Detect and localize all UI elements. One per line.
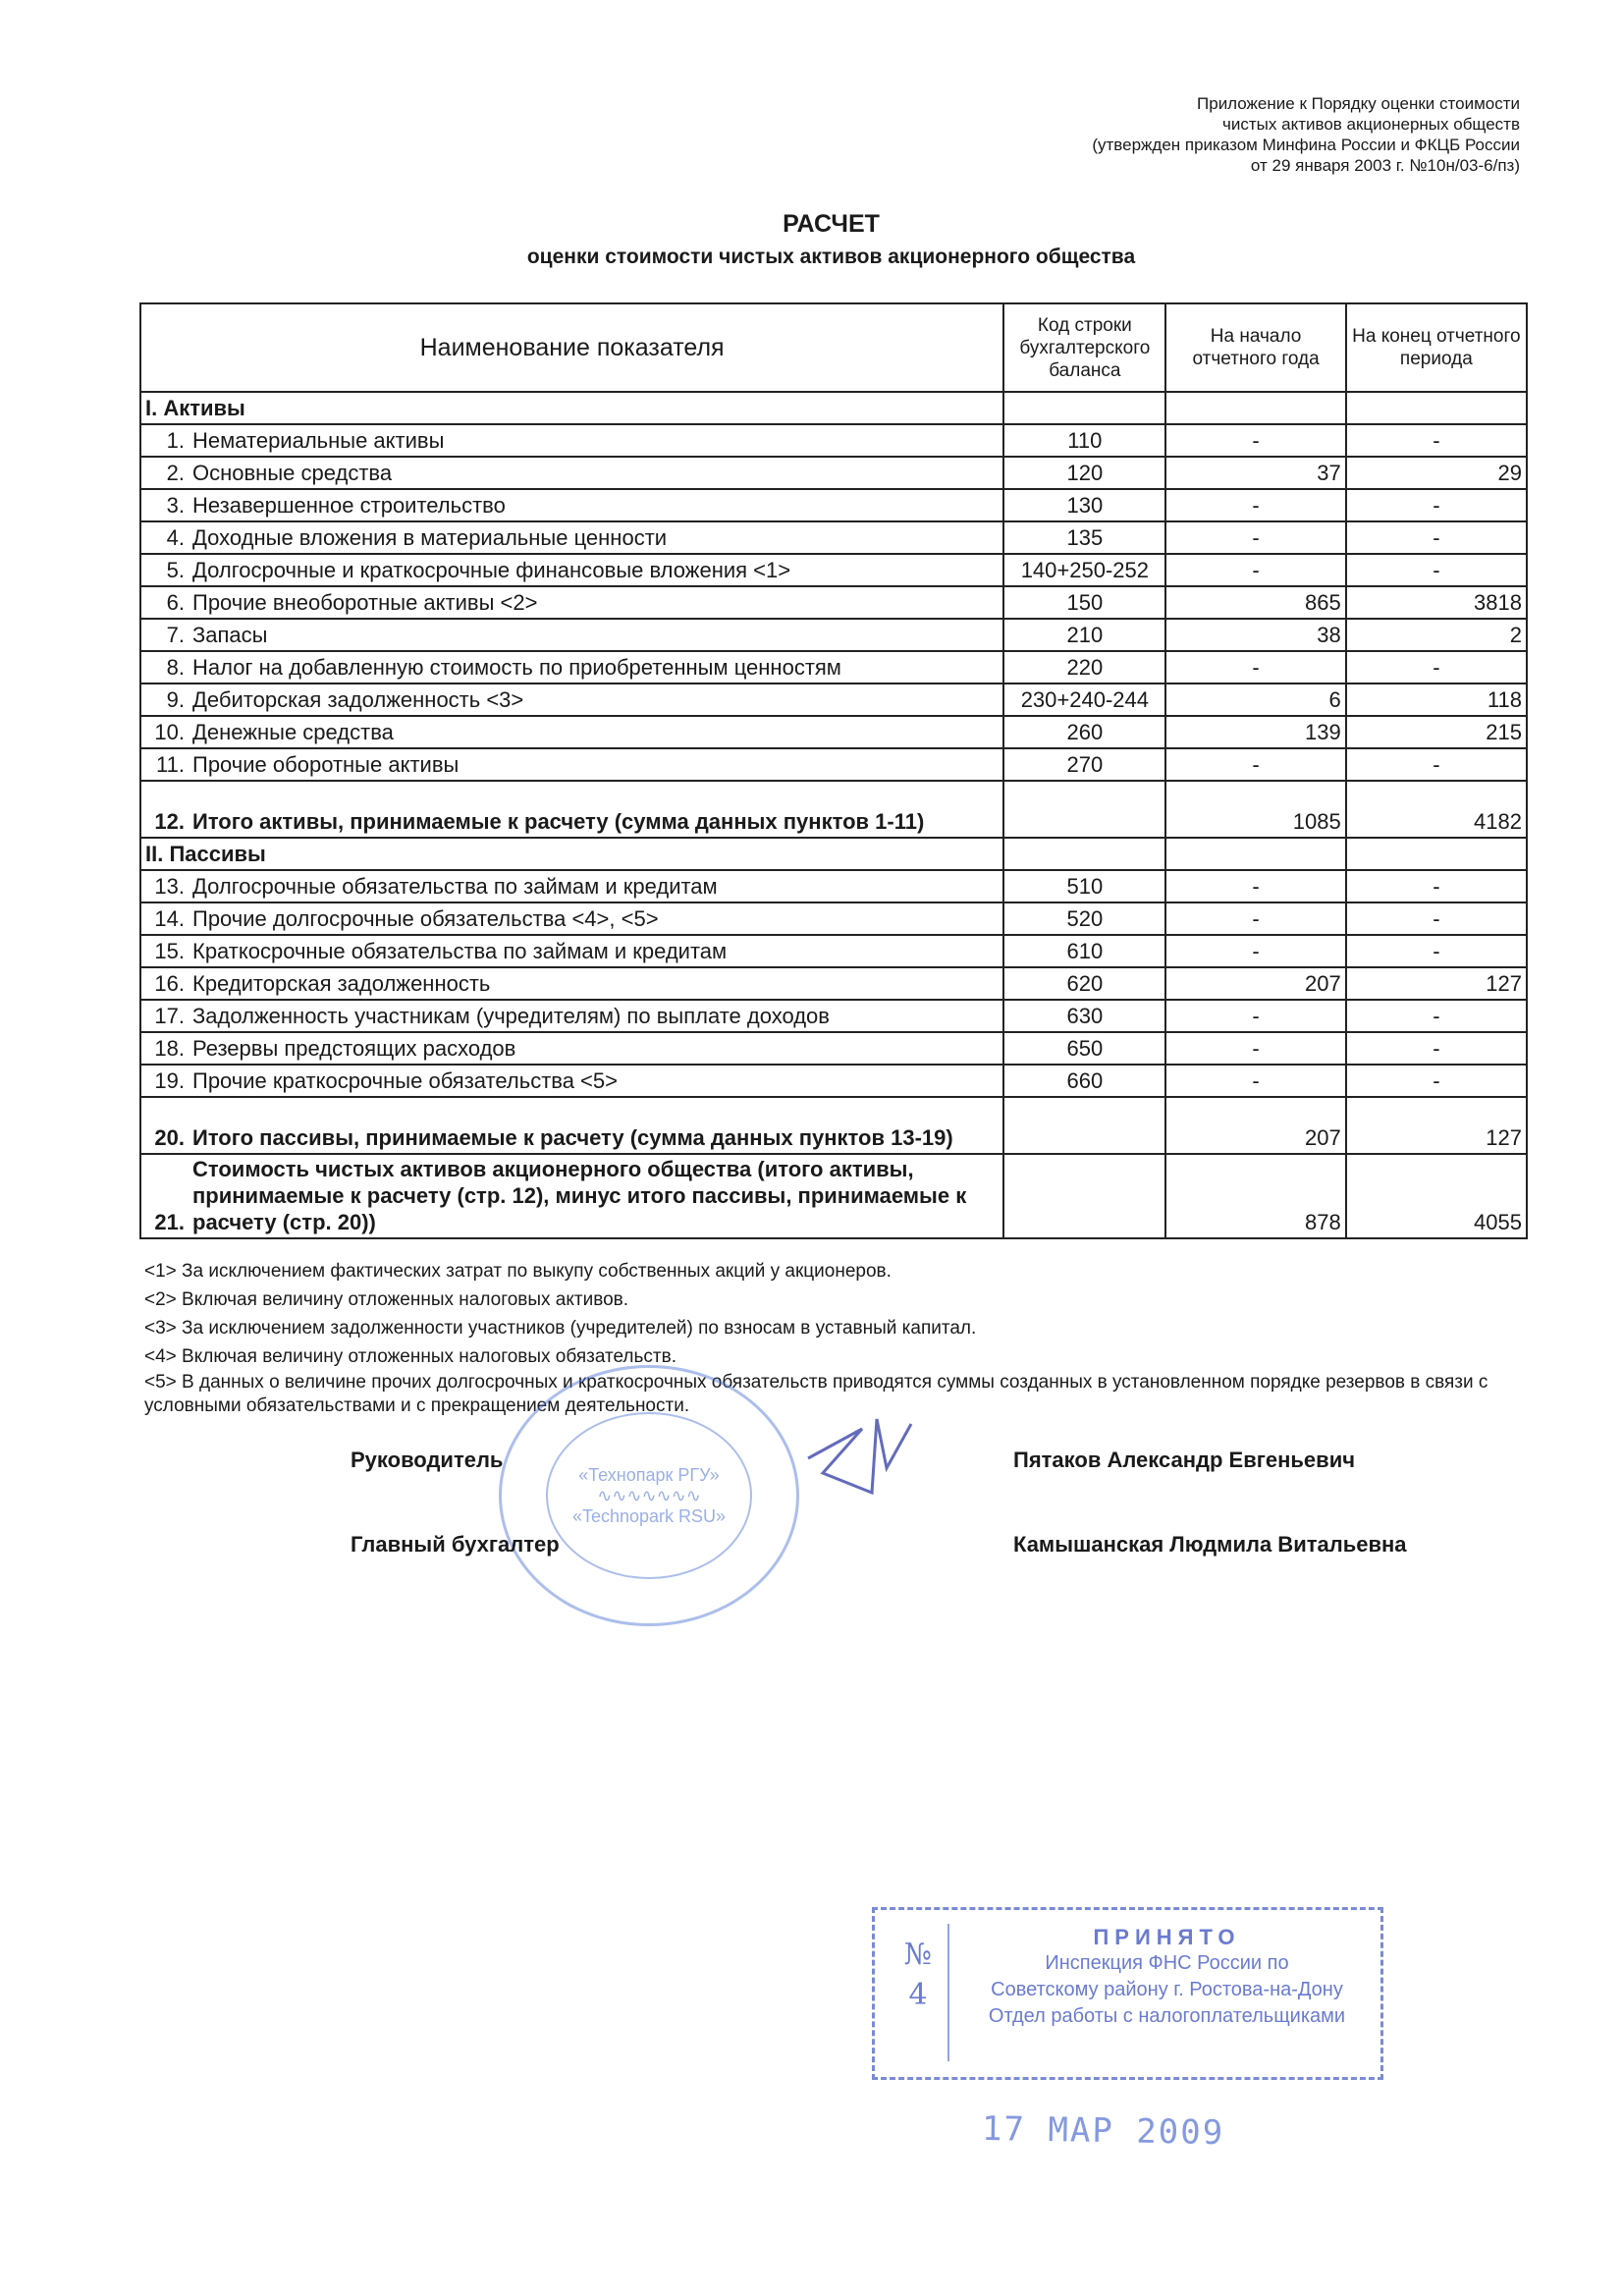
company-seal xyxy=(499,1365,799,1626)
row-label: Кредиторская задолженность xyxy=(192,970,491,996)
row-code: 120 xyxy=(1003,457,1165,489)
table-row xyxy=(140,619,1527,651)
row-code: 130 xyxy=(1003,489,1165,521)
row-code: 620 xyxy=(1003,967,1165,1000)
row-label: Долгосрочные обязательства по займам и кредитам xyxy=(192,873,718,899)
footnote: <1> За исключением фактических затрат по выкупу собственных акций у акционеров. xyxy=(144,1261,892,1282)
row-start-value: - xyxy=(1165,902,1345,935)
row-number: 15. xyxy=(154,938,185,963)
row-name xyxy=(140,586,1003,619)
footnote: <5> В данных о величине прочих долгосрочных и краткосрочных обязательств приводятся суммы созданных в установленном порядке резервов в связи с условными обязательствами и с прекращением деятельности. xyxy=(144,1372,1488,1416)
row-number: 10. xyxy=(154,719,185,744)
row-number: 19. xyxy=(154,1067,185,1093)
row-end-value: 4182 xyxy=(1346,781,1527,838)
row-number: 6. xyxy=(166,589,185,615)
row-name xyxy=(140,1154,1003,1238)
row-end-value: 4055 xyxy=(1346,1154,1527,1238)
table-row xyxy=(140,748,1527,781)
table-row xyxy=(140,554,1527,586)
table-row xyxy=(140,902,1527,935)
appendix-line: Приложение к Порядку оценки стоимости xyxy=(1197,94,1520,113)
row-label: Прочие краткосрочные обязательства <5> xyxy=(192,1067,618,1093)
footnotes xyxy=(144,1257,1539,1418)
row-end-value: 29 xyxy=(1346,457,1527,489)
table-row xyxy=(140,651,1527,683)
row-label: Итого активы, принимаемые к расчету (сумма данных пунктов 1-11) xyxy=(192,809,925,834)
row-number: 16. xyxy=(154,970,185,996)
stamp-no-value: 4 xyxy=(908,1978,928,2012)
table-row xyxy=(140,683,1527,716)
row-number: 14. xyxy=(154,905,185,931)
seal-line: «Technopark RSU» xyxy=(571,1505,727,1526)
table-row xyxy=(140,967,1527,1000)
row-name xyxy=(140,554,1003,586)
row-start-value: 878 xyxy=(1165,1154,1345,1238)
row-end-value: 215 xyxy=(1346,716,1527,748)
row-end-value: 127 xyxy=(1346,1097,1527,1154)
row-code xyxy=(1003,781,1165,838)
row-name xyxy=(140,716,1003,748)
row-start-value: - xyxy=(1165,1032,1345,1065)
row-number: 18. xyxy=(154,1035,185,1061)
row-label: Дебиторская задолженность <3> xyxy=(192,686,524,712)
appendix-note xyxy=(1092,93,1520,176)
row-label: Долгосрочные и краткосрочные финансовые вложения <1> xyxy=(192,557,791,582)
row-label: Денежные средства xyxy=(192,719,394,744)
table-row xyxy=(140,521,1527,554)
row-end-value: - xyxy=(1346,554,1527,586)
row-name xyxy=(140,619,1003,651)
row-label: Запасы xyxy=(192,622,268,647)
row-name xyxy=(140,683,1003,716)
row-name xyxy=(140,748,1003,781)
section-liabilities-row xyxy=(140,838,1527,870)
row-label: Прочие долгосрочные обязательства <4>, <5> xyxy=(192,905,659,931)
row-label: Основные средства xyxy=(192,460,393,485)
document-title: РАСЧЕТ xyxy=(783,210,880,238)
table-row xyxy=(140,870,1527,902)
row-name xyxy=(140,651,1003,683)
row-end-value: - xyxy=(1346,902,1527,935)
table-row xyxy=(140,424,1527,457)
row-label: Нематериальные активы xyxy=(192,427,445,453)
header-name: Наименование показателя xyxy=(140,303,1003,392)
row-number: 1. xyxy=(166,427,185,453)
footnote: <4> Включая величину отложенных налоговых обязательств. xyxy=(144,1346,676,1367)
row-code xyxy=(1003,1154,1165,1238)
row-number: 12. xyxy=(154,809,185,834)
row-start-value: - xyxy=(1165,935,1345,967)
row-start-value: - xyxy=(1165,554,1345,586)
header-end: На конец отчетного периода xyxy=(1346,303,1527,392)
header-start: На начало отчетного года xyxy=(1165,303,1345,392)
row-start-value: - xyxy=(1165,748,1345,781)
stamp-line: Инспекция ФНС России по xyxy=(1045,1952,1289,1974)
head-name: Пятаков Александр Евгеньевич xyxy=(1013,1448,1355,1472)
row-code: 650 xyxy=(1003,1032,1165,1065)
document-subtitle: оценки стоимости чистых активов акционерного общества xyxy=(526,246,1136,268)
total-row xyxy=(140,1097,1527,1154)
row-number: 17. xyxy=(154,1003,185,1028)
company-seal-inner xyxy=(546,1412,752,1579)
row-start-value: 38 xyxy=(1165,619,1345,651)
row-end-value: - xyxy=(1346,1032,1527,1065)
row-label: Задолженность участникам (учредителям) по выплате доходов xyxy=(192,1003,830,1028)
row-code: 520 xyxy=(1003,902,1165,935)
row-label: Резервы предстоящих расходов xyxy=(192,1035,516,1061)
row-end-value: - xyxy=(1346,521,1527,554)
row-label: Прочие внеоборотные активы <2> xyxy=(192,589,538,615)
row-end-value: 2 xyxy=(1346,619,1527,651)
row-code: 140+250-252 xyxy=(1003,554,1165,586)
appendix-line: от 29 января 2003 г. №10н/03-6/пз) xyxy=(1250,156,1520,175)
row-start-value: - xyxy=(1165,1065,1345,1097)
stamp-text xyxy=(963,1924,1371,2030)
row-name xyxy=(140,521,1003,554)
row-name xyxy=(140,902,1003,935)
footnote: <3> За исключением задолженности участников (учредителей) по взносам в уставный капитал. xyxy=(144,1318,977,1339)
row-name xyxy=(140,424,1003,457)
row-label: Итого пассивы, принимаемые к расчету (сумма данных пунктов 13-19) xyxy=(192,1125,953,1150)
row-number: 21. xyxy=(154,1210,185,1234)
table-row xyxy=(140,1000,1527,1032)
stamp-header: ПРИНЯТО xyxy=(1093,1925,1241,1949)
row-start-value: 1085 xyxy=(1165,781,1345,838)
row-number: 20. xyxy=(154,1125,185,1150)
row-start-value: 37 xyxy=(1165,457,1345,489)
row-code: 110 xyxy=(1003,424,1165,457)
row-start-value: - xyxy=(1165,870,1345,902)
stamp-line: Отдел работы с налогоплательщиками xyxy=(988,2005,1346,2027)
row-code: 510 xyxy=(1003,870,1165,902)
row-end-value: 118 xyxy=(1346,683,1527,716)
net-assets-table xyxy=(139,302,1528,1239)
accountant-label: Главный бухгалтер xyxy=(351,1532,560,1557)
signature-icon xyxy=(803,1399,921,1507)
table-row xyxy=(140,586,1527,619)
row-number: 3. xyxy=(166,492,185,518)
row-code: 260 xyxy=(1003,716,1165,748)
row-label: Незавершенное строительство xyxy=(192,492,506,518)
row-start-value: 207 xyxy=(1165,967,1345,1000)
row-number: 13. xyxy=(154,873,185,899)
row-end-value: - xyxy=(1346,935,1527,967)
row-code: 610 xyxy=(1003,935,1165,967)
total-row xyxy=(140,781,1527,838)
assets-rows xyxy=(140,424,1527,838)
appendix-line: (утвержден приказом Минфина России и ФКЦБ России xyxy=(1092,136,1520,154)
table-row xyxy=(140,716,1527,748)
row-start-value: 865 xyxy=(1165,586,1345,619)
row-number: 9. xyxy=(166,686,185,712)
row-end-value: - xyxy=(1346,1000,1527,1032)
row-number: 4. xyxy=(166,524,185,550)
row-code: 630 xyxy=(1003,1000,1165,1032)
footnote: <2> Включая величину отложенных налоговых активов. xyxy=(144,1289,629,1310)
table-header-row xyxy=(140,303,1527,392)
row-label: Доходные вложения в материальные ценности xyxy=(192,524,668,550)
row-name xyxy=(140,1065,1003,1097)
row-name xyxy=(140,1032,1003,1065)
row-number: 2. xyxy=(166,460,185,485)
row-end-value: - xyxy=(1346,1065,1527,1097)
row-code: 220 xyxy=(1003,651,1165,683)
row-name xyxy=(140,870,1003,902)
row-name xyxy=(140,1000,1003,1032)
row-code: 660 xyxy=(1003,1065,1165,1097)
row-label: Прочие оборотные активы xyxy=(192,751,460,777)
row-name xyxy=(140,935,1003,967)
total-row xyxy=(140,1154,1527,1238)
row-label: Краткосрочные обязательства по займам и кредитам xyxy=(192,938,728,963)
row-code: 230+240-244 xyxy=(1003,683,1165,716)
section-assets-row xyxy=(140,392,1527,424)
row-number: 7. xyxy=(166,622,185,647)
header-code: Код строки бухгалтерского баланса xyxy=(1003,303,1165,392)
row-label: Стоимость чистых активов акционерного общества (итого активы, принимаемые к расчету (стр. 12), минус итого пассивы, принимаемые к расчету (стр. 20)) xyxy=(192,1157,967,1234)
row-end-value: 3818 xyxy=(1346,586,1527,619)
row-start-value: - xyxy=(1165,1000,1345,1032)
section-liabilities: II. Пассивы xyxy=(140,838,1003,870)
row-code: 210 xyxy=(1003,619,1165,651)
row-start-value: 6 xyxy=(1165,683,1345,716)
row-start-value: - xyxy=(1165,521,1345,554)
head-label: Руководитель xyxy=(351,1448,504,1472)
seal-line: «Технопарк РГУ» xyxy=(578,1464,720,1485)
section-assets: I. Активы xyxy=(140,392,1003,424)
row-end-value: - xyxy=(1346,424,1527,457)
seal-wave-icon: ∿∿∿∿∿∿∿ xyxy=(597,1485,701,1505)
row-code: 270 xyxy=(1003,748,1165,781)
row-name xyxy=(140,457,1003,489)
row-end-value: - xyxy=(1346,870,1527,902)
row-name xyxy=(140,781,1003,838)
row-number: 5. xyxy=(166,557,185,582)
row-number: 11. xyxy=(156,751,185,777)
tax-inspection-stamp xyxy=(872,1907,1383,2080)
appendix-line: чистых активов акционерных обществ xyxy=(1222,115,1520,134)
row-name xyxy=(140,1097,1003,1154)
row-code: 150 xyxy=(1003,586,1165,619)
row-start-value: - xyxy=(1165,489,1345,521)
table-row xyxy=(140,935,1527,967)
stamp-number-box xyxy=(889,1924,949,2061)
table-row xyxy=(140,1032,1527,1065)
row-start-value: 139 xyxy=(1165,716,1345,748)
row-start-value: 207 xyxy=(1165,1097,1345,1154)
accountant-name: Камышанская Людмила Витальевна xyxy=(1013,1532,1407,1557)
row-end-value: - xyxy=(1346,748,1527,781)
row-end-value: 127 xyxy=(1346,967,1527,1000)
row-name xyxy=(140,489,1003,521)
row-start-value: - xyxy=(1165,424,1345,457)
table-row xyxy=(140,489,1527,521)
row-code: 135 xyxy=(1003,521,1165,554)
table-row xyxy=(140,457,1527,489)
row-label: Налог на добавленную стоимость по приобретенным ценностям xyxy=(192,654,841,680)
row-end-value: - xyxy=(1346,489,1527,521)
table-row xyxy=(140,1065,1527,1097)
stamp-line: Советскому району г. Ростова-на-Дону xyxy=(991,1979,1343,2000)
row-start-value: - xyxy=(1165,651,1345,683)
row-name xyxy=(140,967,1003,1000)
row-number: 8. xyxy=(166,654,185,680)
date-stamp: 17 МАР 2009 xyxy=(981,2108,1225,2154)
row-end-value: - xyxy=(1346,651,1527,683)
row-code xyxy=(1003,1097,1165,1154)
stamp-no-label: № xyxy=(903,1938,933,1972)
liabilities-rows xyxy=(140,870,1527,1238)
